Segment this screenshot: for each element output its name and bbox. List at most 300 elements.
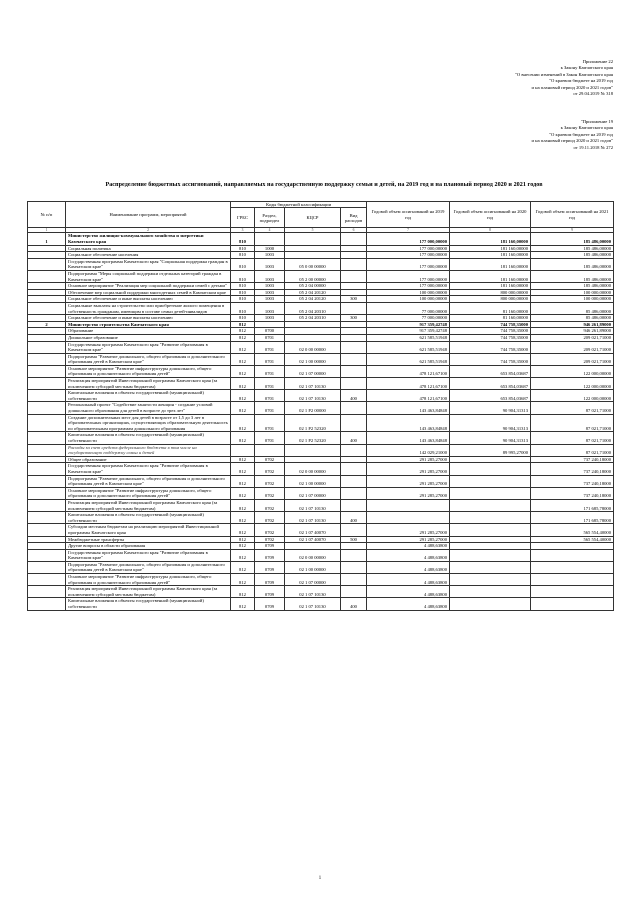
row-grbs: 812 [231, 487, 255, 499]
row-number: 2 [28, 321, 66, 328]
row-amount-2020: 744 758,35000 [450, 341, 531, 353]
table-row [28, 432, 614, 444]
row-amount-2019: 478 121,67100 [367, 378, 450, 390]
row-amount-2020 [450, 586, 531, 598]
row-grbs: 812 [231, 334, 255, 341]
row-amount-2019: 4 488,63800 [367, 561, 450, 573]
row-amount-2019: 77 000,00000 [367, 315, 450, 322]
row-amount-2021: 565 554,40000 [531, 536, 614, 543]
document-title: Распределение бюджетных ассигнований, направляемых на государственную поддержку семьи и детей, на 2019 год и на плановый период 2020 и 2021 годов [105, 182, 543, 188]
row-kcsr: 02 0 00 00000 [285, 463, 341, 475]
row-amount-2020: 744 758,35000 [450, 321, 531, 328]
row-amount-2020: 653 854,03687 [450, 390, 531, 402]
row-amount-2019: 100 000,00000 [367, 296, 450, 303]
row-expense-type [341, 586, 367, 598]
row-amount-2019: 143 463,84848 [367, 414, 450, 432]
row-kcsr [285, 245, 341, 252]
row-section: 0709 [255, 574, 285, 586]
row-number [28, 296, 66, 303]
row-grbs: 812 [231, 536, 255, 543]
row-grbs: 812 [231, 456, 255, 463]
row-amount-2020 [450, 463, 531, 475]
row-name: Министерство строительства Камчатского края [66, 321, 231, 328]
row-number [28, 258, 66, 270]
table-row [28, 586, 614, 598]
row-expense-type [341, 334, 367, 341]
table-row [28, 289, 614, 296]
row-expense-type [341, 233, 367, 245]
row-section: 0701 [255, 353, 285, 365]
row-number [28, 302, 66, 314]
row-number [28, 365, 66, 377]
row-number [28, 574, 66, 586]
row-grbs: 812 [231, 414, 255, 432]
row-name: Обеспечение мер социальной поддержки многодетных семей в Камчатском крае [66, 289, 231, 296]
row-kcsr [285, 543, 341, 550]
row-expense-type [341, 524, 367, 536]
row-expense-type: 300 [341, 296, 367, 303]
row-number [28, 252, 66, 259]
row-expense-type [341, 414, 367, 432]
row-grbs: 812 [231, 549, 255, 561]
row-amount-2021: 946 261,89000 [531, 321, 614, 328]
row-amount-2021 [531, 549, 614, 561]
row-grbs: 812 [231, 402, 255, 414]
row-expense-type [341, 258, 367, 270]
col-header-name: Наименование программ, мероприятий [66, 202, 231, 228]
row-amount-2019: 143 463,84848 [367, 432, 450, 444]
row-amount-2020: 181 160,00000 [450, 283, 531, 290]
row-name: Создание дополнительных мест для детей в возрасте от 1,5 до 3 лет в образовательных организациях, осуществляющих образовательную деятельность по образовательным программам дошкольного образования [66, 414, 231, 432]
row-amount-2021: 85 486,00000 [531, 302, 614, 314]
col-header-2019: Годовой объем ассигнований на 2019 год [367, 202, 450, 228]
row-amount-2019: 291 285,27000 [367, 475, 450, 487]
row-expense-type [341, 341, 367, 353]
row-kcsr: 02 0 00 00000 [285, 549, 341, 561]
row-section: 0702 [255, 512, 285, 524]
col-header-number: № п/п [28, 202, 66, 228]
row-amount-2021: 737 240,18000 [531, 456, 614, 463]
row-name: Расходы за счет средств федерального бюджета в том числе на государственную поддержку семьи и детей [66, 444, 231, 456]
row-kcsr: 05 0 00 00000 [285, 258, 341, 270]
row-grbs: 812 [231, 475, 255, 487]
header-line: и на плановый период 2020 и 2021 годов" [531, 84, 613, 90]
row-number [28, 536, 66, 543]
row-kcsr [285, 328, 341, 335]
header-line: "О краевом бюджете на 2019 год [549, 131, 613, 137]
row-name: Реализация мероприятий Инвестиционной программы Камчатского края (за исключением субсидий местным бюджетам) [66, 499, 231, 511]
table-row [28, 328, 614, 335]
row-amount-2021: 185 486,00000 [531, 233, 614, 245]
row-number: 1 [28, 233, 66, 245]
row-amount-2021: 185 486,00000 [531, 258, 614, 270]
row-amount-2020 [450, 456, 531, 463]
row-amount-2020: 653 854,03687 [450, 365, 531, 377]
column-index: 5 [285, 228, 341, 233]
row-grbs [231, 444, 255, 456]
row-number [28, 475, 66, 487]
row-amount-2021 [531, 598, 614, 610]
row-amount-2021 [531, 561, 614, 573]
row-number [28, 524, 66, 536]
row-amount-2021: 171 685,78000 [531, 512, 614, 524]
row-name: Капитальные вложения в объекты государственной (муниципальной) собственности [66, 432, 231, 444]
row-grbs: 810 [231, 270, 255, 282]
table-body [28, 233, 614, 610]
row-expense-type [341, 321, 367, 328]
row-amount-2019: 291 285,27000 [367, 456, 450, 463]
row-amount-2019: 478 121,67100 [367, 390, 450, 402]
row-expense-type: 300 [341, 315, 367, 322]
row-number [28, 499, 66, 511]
row-amount-2020: 90 904,31313 [450, 432, 531, 444]
row-expense-type [341, 549, 367, 561]
table-row [28, 463, 614, 475]
row-amount-2020: 89 995,27000 [450, 444, 531, 456]
row-kcsr: 05 2 04 00000 [285, 283, 341, 290]
row-amount-2020: 81 160,00000 [450, 302, 531, 314]
row-name: Дошкольное образование [66, 334, 231, 341]
row-amount-2020 [450, 512, 531, 524]
table-row [28, 315, 614, 322]
row-kcsr [285, 321, 341, 328]
row-amount-2019: 77 000,00000 [367, 302, 450, 314]
row-amount-2021 [531, 586, 614, 598]
table-row [28, 536, 614, 543]
row-section: 0709 [255, 561, 285, 573]
row-amount-2019: 4 488,63800 [367, 543, 450, 550]
row-amount-2021 [531, 543, 614, 550]
row-kcsr: 05 2 04 20120 [285, 296, 341, 303]
row-expense-type [341, 402, 367, 414]
table-row [28, 487, 614, 499]
row-name: Региональный проект "Содействие занятости женщин - создание условий дошкольного образования для детей в возрасте до трех лет" [66, 402, 231, 414]
row-grbs: 810 [231, 233, 255, 245]
row-amount-2021: 737 240,18000 [531, 475, 614, 487]
row-name: Реализация мероприятий Инвестиционной программы Камчатского края (за исключением субсидий местным бюджетам) [66, 378, 231, 390]
row-section [255, 233, 285, 245]
column-index: 3 [231, 228, 255, 233]
row-amount-2019: 177 000,00000 [367, 283, 450, 290]
row-expense-type [341, 574, 367, 586]
row-number [28, 487, 66, 499]
row-expense-type: 400 [341, 390, 367, 402]
row-name: Капитальные вложения в объекты государственной (муниципальной) собственности [66, 512, 231, 524]
row-name: Социальное обеспечение и иные выплаты населению [66, 315, 231, 322]
row-amount-2020 [450, 561, 531, 573]
table-row [28, 296, 614, 303]
row-kcsr: 05 2 04 20120 [285, 289, 341, 296]
row-number [28, 512, 66, 524]
table-header [28, 202, 614, 233]
table-row [28, 598, 614, 610]
row-section: 0701 [255, 402, 285, 414]
row-amount-2021: 87 021,71000 [531, 444, 614, 456]
row-amount-2021: 185 486,00000 [531, 252, 614, 259]
row-amount-2020: 181 160,00000 [450, 245, 531, 252]
column-index: 8 [450, 228, 531, 233]
row-section: 1003 [255, 283, 285, 290]
row-amount-2020 [450, 475, 531, 487]
column-index: 2 [66, 228, 231, 233]
row-number [28, 432, 66, 444]
row-kcsr: 02 1 P2 52320 [285, 432, 341, 444]
col-header-section: Раздел, подраздел [255, 208, 285, 228]
row-name: Государственная программа Камчатского края "Социальная поддержка граждан в Камчатском крае" [66, 258, 231, 270]
row-number [28, 586, 66, 598]
row-amount-2021: 737 240,18000 [531, 463, 614, 475]
row-kcsr: 02 0 00 00000 [285, 341, 341, 353]
row-expense-type: 500 [341, 536, 367, 543]
row-number [28, 315, 66, 322]
row-grbs: 812 [231, 341, 255, 353]
row-kcsr [285, 456, 341, 463]
row-grbs: 810 [231, 252, 255, 259]
row-amount-2019: 291 285,27000 [367, 524, 450, 536]
row-section: 0702 [255, 456, 285, 463]
table-row [28, 444, 614, 456]
row-number [28, 334, 66, 341]
row-amount-2020: 90 904,31313 [450, 414, 531, 432]
row-section: 1003 [255, 252, 285, 259]
table-row [28, 390, 614, 402]
row-kcsr: 05 2 00 00000 [285, 270, 341, 282]
row-grbs: 810 [231, 289, 255, 296]
row-kcsr: 02 1 07 00000 [285, 574, 341, 586]
row-amount-2020: 81 160,00000 [450, 315, 531, 322]
row-name: Социальное обеспечение населения [66, 252, 231, 259]
row-name: Социальная политика [66, 245, 231, 252]
table-row [28, 365, 614, 377]
row-amount-2019: 4 488,63800 [367, 598, 450, 610]
column-index: 1 [28, 228, 66, 233]
row-section: 1003 [255, 296, 285, 303]
row-name: Социальное обеспечение и иные выплаты населению [66, 296, 231, 303]
table-row [28, 499, 614, 511]
row-section: 0702 [255, 524, 285, 536]
row-name: Государственная программа Камчатского края "Развитие образования в Камчатском крае" [66, 463, 231, 475]
row-section: 0702 [255, 463, 285, 475]
row-grbs: 810 [231, 258, 255, 270]
row-section: 0702 [255, 475, 285, 487]
row-amount-2019: 177 000,00000 [367, 270, 450, 282]
row-amount-2020: 744 758,35000 [450, 353, 531, 365]
row-number [28, 341, 66, 353]
table-row [28, 341, 614, 353]
appendix-header-original [532, 119, 613, 151]
row-grbs: 810 [231, 315, 255, 322]
row-number [28, 598, 66, 610]
row-number [28, 353, 66, 365]
row-amount-2021: 122 000,00000 [531, 365, 614, 377]
column-index: 7 [367, 228, 450, 233]
table-row [28, 574, 614, 586]
row-kcsr: 02 1 07 10130 [285, 586, 341, 598]
row-expense-type [341, 561, 367, 573]
row-amount-2021: 209 021,71000 [531, 353, 614, 365]
row-grbs: 812 [231, 353, 255, 365]
table-row [28, 456, 614, 463]
row-kcsr [285, 444, 341, 456]
row-number [28, 245, 66, 252]
header-line: "Приложение 19 [580, 119, 613, 124]
row-name: Капитальные вложения в объекты государственной (муниципальной) собственности [66, 598, 231, 610]
row-amount-2020 [450, 574, 531, 586]
row-grbs: 812 [231, 499, 255, 511]
row-kcsr: 02 1 07 00000 [285, 365, 341, 377]
row-kcsr: 02 1 P2 52320 [285, 414, 341, 432]
row-amount-2021 [531, 574, 614, 586]
row-kcsr: 02 1 00 00000 [285, 353, 341, 365]
row-expense-type [341, 378, 367, 390]
row-number [28, 561, 66, 573]
row-section: 0709 [255, 543, 285, 550]
row-kcsr [285, 252, 341, 259]
table-row [28, 302, 614, 314]
row-section [255, 321, 285, 328]
row-amount-2021: 100 000,00000 [531, 296, 614, 303]
row-expense-type: 400 [341, 512, 367, 524]
row-kcsr: 02 1 07 40070 [285, 524, 341, 536]
row-section: 0701 [255, 390, 285, 402]
row-name: Подпрограмма "Развитие дошкольного, общего образования и дополнительного образования детей в Камчатском крае" [66, 475, 231, 487]
table-row [28, 561, 614, 573]
row-kcsr: 02 1 07 10130 [285, 499, 341, 511]
page-number: 1 [318, 876, 322, 881]
row-section: 0709 [255, 549, 285, 561]
row-amount-2020 [450, 499, 531, 511]
row-amount-2019: 621 585,51948 [367, 341, 450, 353]
row-amount-2021: 85 486,00000 [531, 315, 614, 322]
row-amount-2020: 181 160,00000 [450, 270, 531, 282]
table-row [28, 524, 614, 536]
row-name: Основное мероприятие "Реализация мер социальной поддержки семей с детьми" [66, 283, 231, 290]
header-line: "О краевом бюджете на 2019 год [549, 78, 613, 84]
row-kcsr: 02 1 00 00000 [285, 475, 341, 487]
row-amount-2019 [367, 499, 450, 511]
row-amount-2021: 737 240,18000 [531, 487, 614, 499]
row-amount-2019: 177 000,00000 [367, 245, 450, 252]
row-name: Основное мероприятие "Развитие инфраструктуры дошкольного, общего образования и дополнительного образования детей" [66, 574, 231, 586]
row-name: Подпрограмма "Развитие дошкольного, общего образования и дополнительного образования детей в Камчатском крае" [66, 561, 231, 573]
table-row [28, 252, 614, 259]
row-number [28, 444, 66, 456]
row-section: 0701 [255, 341, 285, 353]
row-grbs: 812 [231, 561, 255, 573]
row-grbs: 812 [231, 365, 255, 377]
table-row [28, 378, 614, 390]
row-expense-type [341, 365, 367, 377]
row-amount-2021: 185 486,00000 [531, 245, 614, 252]
row-number [28, 402, 66, 414]
row-section: 1003 [255, 289, 285, 296]
row-section: 0701 [255, 334, 285, 341]
row-amount-2021: 209 021,71000 [531, 334, 614, 341]
table-row [28, 334, 614, 341]
row-name: Образование [66, 328, 231, 335]
row-expense-type: 400 [341, 598, 367, 610]
row-grbs: 812 [231, 432, 255, 444]
row-expense-type [341, 487, 367, 499]
row-amount-2020 [450, 598, 531, 610]
row-amount-2021: 565 554,40000 [531, 524, 614, 536]
row-amount-2021: 87 021,71000 [531, 432, 614, 444]
row-grbs: 812 [231, 378, 255, 390]
row-name: Другие вопросы в области образования [66, 543, 231, 550]
column-index: 4 [255, 228, 285, 233]
row-name: Общее образование [66, 456, 231, 463]
row-amount-2019: 143 463,84848 [367, 402, 450, 414]
table-row [28, 245, 614, 252]
row-grbs: 812 [231, 321, 255, 328]
row-grbs: 812 [231, 328, 255, 335]
row-kcsr: 05 2 04 20310 [285, 315, 341, 322]
row-name: Подпрограмма "Развитие дошкольного, общего образования и дополнительного образования детей в Камчатском крае" [66, 353, 231, 365]
row-name: Капитальные вложения в объекты государственной (муниципальной) собственности [66, 390, 231, 402]
row-expense-type [341, 353, 367, 365]
row-kcsr: 02 1 07 10130 [285, 598, 341, 610]
row-name: Реализация мероприятий Инвестиционной программы Камчатского края (за исключением субсидий местным бюджетам) [66, 586, 231, 598]
column-index: 9 [531, 228, 614, 233]
row-amount-2020: 653 854,03687 [450, 378, 531, 390]
row-amount-2019: 4 488,63800 [367, 586, 450, 598]
row-name: Основное мероприятие "Развитие инфраструктуры дошкольного, общего образования и дополнительного образования детей" [66, 365, 231, 377]
row-kcsr [285, 334, 341, 341]
row-amount-2019: 291 285,27000 [367, 487, 450, 499]
row-amount-2020: 181 160,00000 [450, 258, 531, 270]
row-amount-2021: 185 486,00000 [531, 270, 614, 282]
row-number [28, 549, 66, 561]
row-section: 0701 [255, 365, 285, 377]
row-kcsr [285, 233, 341, 245]
row-amount-2021: 946 261,89000 [531, 328, 614, 335]
row-grbs: 810 [231, 296, 255, 303]
col-header-kcsr: КЦСР [285, 208, 341, 228]
budget-table [27, 201, 614, 611]
row-kcsr: 02 1 P2 00000 [285, 402, 341, 414]
row-section: 1000 [255, 245, 285, 252]
row-expense-type [341, 456, 367, 463]
row-expense-type: 400 [341, 432, 367, 444]
row-section: 0702 [255, 536, 285, 543]
row-amount-2019: 621 585,51948 [367, 353, 450, 365]
row-amount-2019: 4 488,63800 [367, 549, 450, 561]
row-amount-2021: 100 000,00000 [531, 289, 614, 296]
header-line: от 19.11.2018 № 272 [573, 144, 613, 150]
row-amount-2021: 209 021,71000 [531, 341, 614, 353]
row-name: Подпрограмма "Меры социальной поддержки отдельных категорий граждан в Камчатском крае" [66, 270, 231, 282]
col-header-codes: Коды бюджетной классификации [231, 202, 367, 208]
row-amount-2020: 181 160,00000 [450, 252, 531, 259]
row-section: 0702 [255, 487, 285, 499]
row-amount-2019: 177 000,00000 [367, 258, 450, 270]
row-section: 1003 [255, 302, 285, 314]
row-section: 0702 [255, 499, 285, 511]
row-name: Государственная программа Камчатского края "Развитие образования в Камчатском крае" [66, 341, 231, 353]
row-amount-2019: 100 000,00000 [367, 289, 450, 296]
row-kcsr: 02 1 00 00000 [285, 561, 341, 573]
row-number [28, 378, 66, 390]
table-row [28, 353, 614, 365]
row-grbs: 812 [231, 598, 255, 610]
header-line: "О внесении изменений в Закон Камчатского края [515, 71, 613, 77]
row-number [28, 328, 66, 335]
row-amount-2020 [450, 543, 531, 550]
row-amount-2020 [450, 487, 531, 499]
col-header-2020: Годовой объем ассигнований на 2020 год [450, 202, 531, 228]
row-grbs: 812 [231, 463, 255, 475]
row-amount-2021: 122 000,00000 [531, 390, 614, 402]
